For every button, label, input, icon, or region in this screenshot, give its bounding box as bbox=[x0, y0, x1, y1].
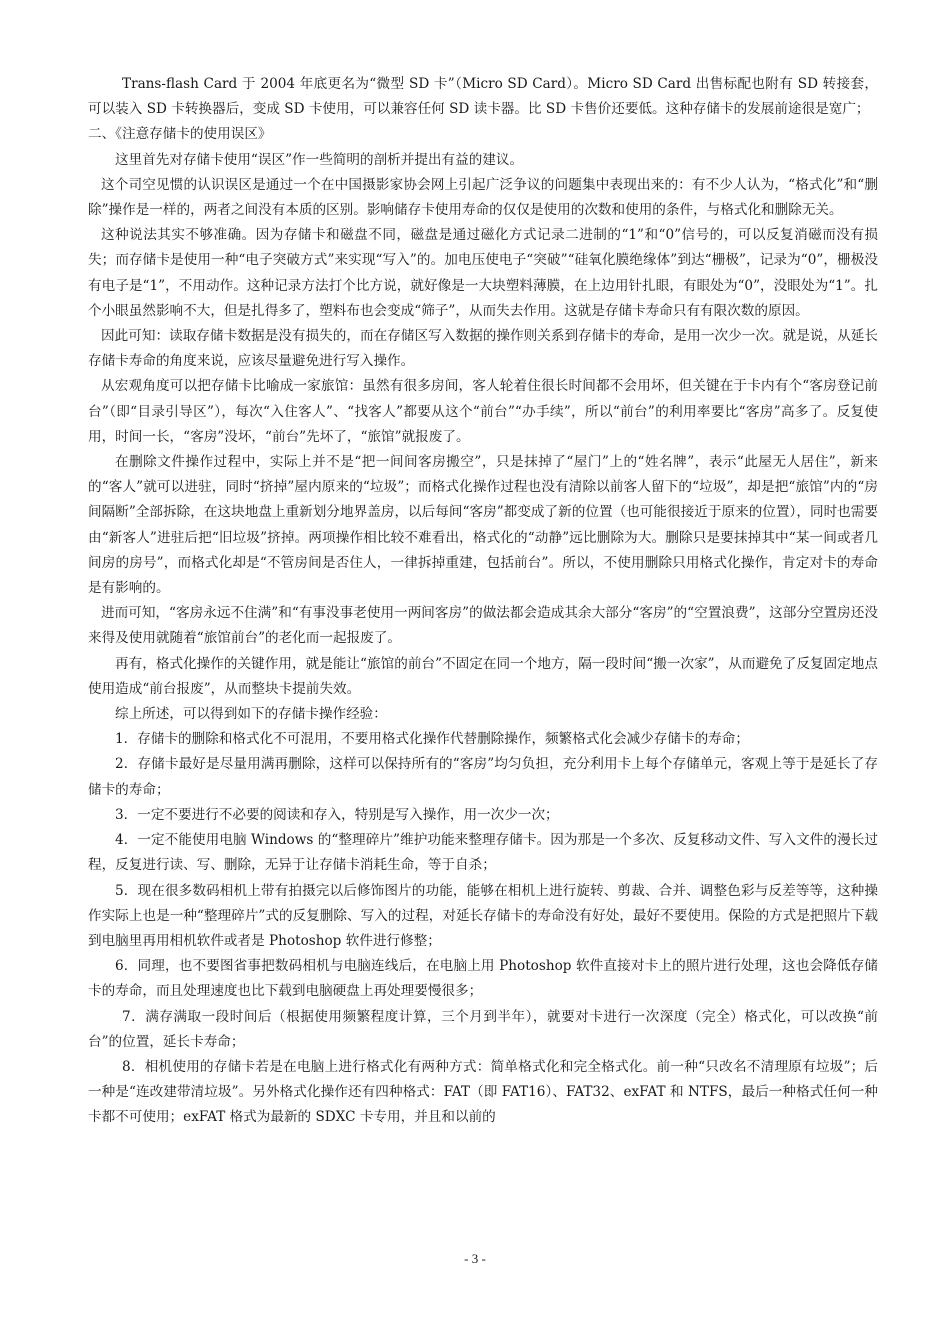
list-item-7: 7．满存满取一段时间后（根据使用频繁程度计算，三个月到半年），就要对卡进行一次深度（完全）格式化，可以改换“前台”的位置，延长卡寿命； bbox=[88, 1008, 878, 1050]
document-body bbox=[88, 72, 878, 1131]
list-item-5: 5．现在很多数码相机上带有拍摄完以后修饰图片的功能，能够在相机上进行旋转、剪裁、合并、调整色彩与反差等等，这种操作实际上也是一种“整理碎片”式的反复删除、写入的过程，对延长存储卡的寿命没有好处，最好不要使用。保险的方式是把照片下载到电脑里再用相机软件或者是 Photoshop 软件进行修整； bbox=[88, 882, 878, 949]
list-item-4: 4．一定不能使用电脑 Windows 的“整理碎片”维护功能来整理存储卡。因为那是一个多次、反复移动文件、写入文件的漫长过程，反复进行读、写、删除，无异于让存储卡消耗生命，等于自杀； bbox=[88, 832, 878, 874]
list-item-3: 3．一定不要进行不必要的阅读和存入，特别是写入操作，用一次少一次； bbox=[115, 806, 559, 823]
list-item-6: 6．同理，也不要图省事把数码相机与电脑连线后，在电脑上用 Photoshop 软件直接对卡上的照片进行处理，这也会降低存储卡的寿命，而且处理速度也比下载到电脑硬盘上再处理要慢很多； bbox=[88, 958, 878, 1000]
paragraph-misconception-intro: 这里首先对存储卡使用“误区”作一些简明的剖析并提出有益的建议。 bbox=[115, 151, 524, 168]
section-heading-2: 二、《注意存储卡的使用误区》 bbox=[88, 126, 272, 143]
paragraph-format-key-role: 再有，格式化操作的关键作用，就是能让“旅馆的前台”不固定在同一个地方，隔一段时间“搬一次家”，从而避免了反复固定地点使用造成“前台报废”，从而整块卡提前失效。 bbox=[88, 655, 878, 697]
paragraph-misconception-format-delete: 这个司空见惯的认识误区是通过一个在中国摄影家协会网上引起广泛争议的问题集中表现出来的：有不少人认为，“格式化”和“删除”操作是一样的，两者之间没有本质的区别。影响储存卡使用寿命的仅仅是使用的次数和使用的条件，与格式化和删除无关。 bbox=[88, 176, 878, 219]
paragraph-delete-vs-format: 在删除文件操作过程中，实际上并不是“把一间间客房搬空”，只是抹掉了“屋门”上的“姓名牌”，表示“此屋无人居住”，新来的“客人”就可以进驻，同时“挤掉”屋内原来的“垃圾”；而格式化操作过程也没有清除以前客人留下的“垃圾”，却是把“旅馆”内的“房间隔断”全部拆除，在这块地盘上重新划分地界盖房，以后每间“客房”都变成了新的位置（也可能很接近于原来的位置），同时也需要由“新客人”进驻后把“旧垃圾”挤掉。两项操作相比较不难看出，格式化的“动静”远比删除为大。删除只是要抹掉其中“某一间或者几间房的房号”，而格式化却是“不管房间是否住人，一律拆掉重建，包括前台”。所以，不使用删除只用格式化操作，肯定对卡的寿命是有影响的。 bbox=[88, 454, 878, 597]
paragraph-empty-rooms: 进而可知，“客房永远不住满”和“有事没事老使用一两间客房”的做法都会造成其余大部分“客房”的“空置浪费”，这部分空置房还没来得及使用就随着“旅馆前台”的老化而一起报废了。 bbox=[88, 605, 878, 647]
paragraph-hotel-metaphor: 从宏观角度可以把存储卡比喻成一家旅馆：虽然有很多房间，客人轮着住很长时间都不会用坏，但关键在于卡内有个“客房登记前台”（即“目录引导区”），每次“入住客人”、“找客人”都要从这个“前台”“办手续”，所以“前台”的利用率要比“客房”高多了。反复使用，时间一长，“客房”没坏，“前台”先坏了，“旅馆”就报废了。 bbox=[88, 378, 878, 445]
paragraph-summary-intro: 综上所述，可以得到如下的存储卡操作经验： bbox=[115, 706, 387, 723]
paragraph-storage-mechanism: 这种说法其实不够准确。因为存储卡和磁盘不同，磁盘是通过磁化方式记录二进制的“1”和“0”信号的，可以反复消磁而没有损失；而存储卡是使用一种“电子突破方式”来实现“写入”的。加电压使电子“突破”“硅氧化膜绝缘体”到达“栅极”，记录为“0”，栅极没有电子是“1”，不用动作。这种记录方法打个比方说，就好像是一大块塑料薄膜，在上边用针扎眼，有眼处为“0”，没眼处为“1”。扎个小眼虽然影响不大，但是扎得多了，塑料布也会变成“筛子”，从而失去作用。这就是存储卡寿命只有有限次数的原因。 bbox=[88, 227, 878, 319]
paragraph-microsd-intro: Trans-flash Card 于 2004 年底更名为“微型 SD 卡”（Micro SD Card）。Micro SD Card 出售标配也附有 SD 转接套，可以装入 SD 卡转换器后，变成 SD 卡使用，可以兼容任何 SD 读卡器。比 SD 卡售价还要低。这种存储卡的发展前途很是宽广； bbox=[88, 76, 878, 118]
list-item-2: 2．存储卡最好是尽量用满再删除，这样可以保持所有的“客房”均匀负担，充分利用卡上每个存储单元，客观上等于是延长了存储卡的寿命； bbox=[88, 756, 878, 798]
paragraph-read-write-lifetime: 因此可知：读取存储卡数据是没有损失的，而在存储区写入数据的操作则关系到存储卡的寿命，是用一次少一次。就是说，从延长存储卡寿命的角度来说，应该尽量避免进行写入操作。 bbox=[88, 328, 878, 370]
page-number: - 3 - bbox=[464, 1251, 486, 1266]
list-item-1: 1．存储卡的删除和格式化不可混用，不要用格式化操作代替删除操作，频繁格式化会减少存储卡的寿命； bbox=[115, 731, 749, 748]
list-item-8: 8．相机使用的存储卡若是在电脑上进行格式化有两种方式：简单格式化和完全格式化。前一种“只改名不清理原有垃圾”；后一种是“连改建带清垃圾”。另外格式化操作还有四种格式：FAT（即 FAT16）、FAT32、exFAT 和 NTFS，最后一种格式任何一种卡都不可使用；exFAT 格式为最新的 SDXC 卡专用，并且和以前的 bbox=[88, 1058, 878, 1126]
